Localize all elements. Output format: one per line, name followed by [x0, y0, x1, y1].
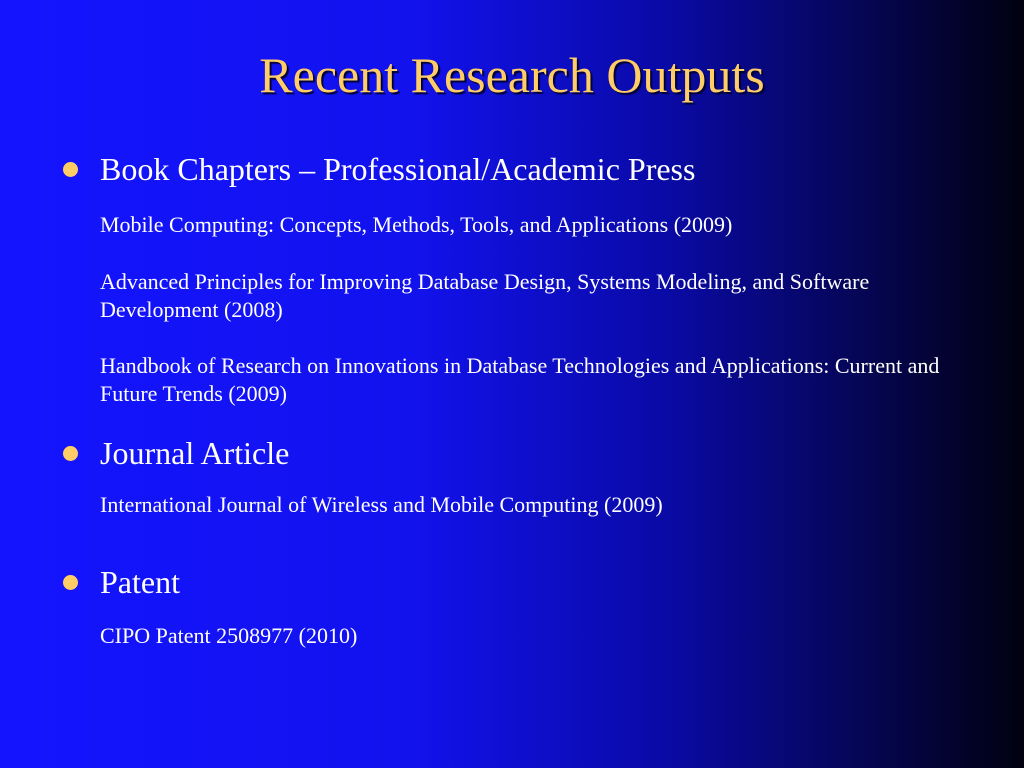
bullet-label: Patent — [100, 563, 180, 600]
slide-title: Recent Research Outputs — [259, 47, 765, 103]
bullet-label: Book Chapters – Professional/Academic Press — [100, 150, 696, 187]
sub-item: International Journal of Wireless and Mobile Computing (2009) — [100, 492, 663, 517]
bullet-dot-icon — [63, 575, 78, 590]
sub-item: CIPO Patent 2508977 (2010) — [100, 623, 358, 648]
bullet-book-chapters — [63, 149, 695, 189]
bullet-dot-icon — [63, 162, 78, 177]
sub-item: Handbook of Research on Innovations in Database Technologies and Applications: Current and Future Trends (2009) — [100, 353, 940, 406]
sub-item: Advanced Principles for Improving Database Design, Systems Modeling, and Software Development (2008) — [100, 269, 870, 322]
bullet-patent — [63, 562, 180, 602]
bullet-journal-article — [63, 433, 289, 473]
bullet-dot-icon — [63, 446, 78, 461]
bullet-label: Journal Article — [100, 434, 290, 471]
sub-item: Mobile Computing: Concepts, Methods, Tools, and Applications (2009) — [100, 212, 733, 237]
